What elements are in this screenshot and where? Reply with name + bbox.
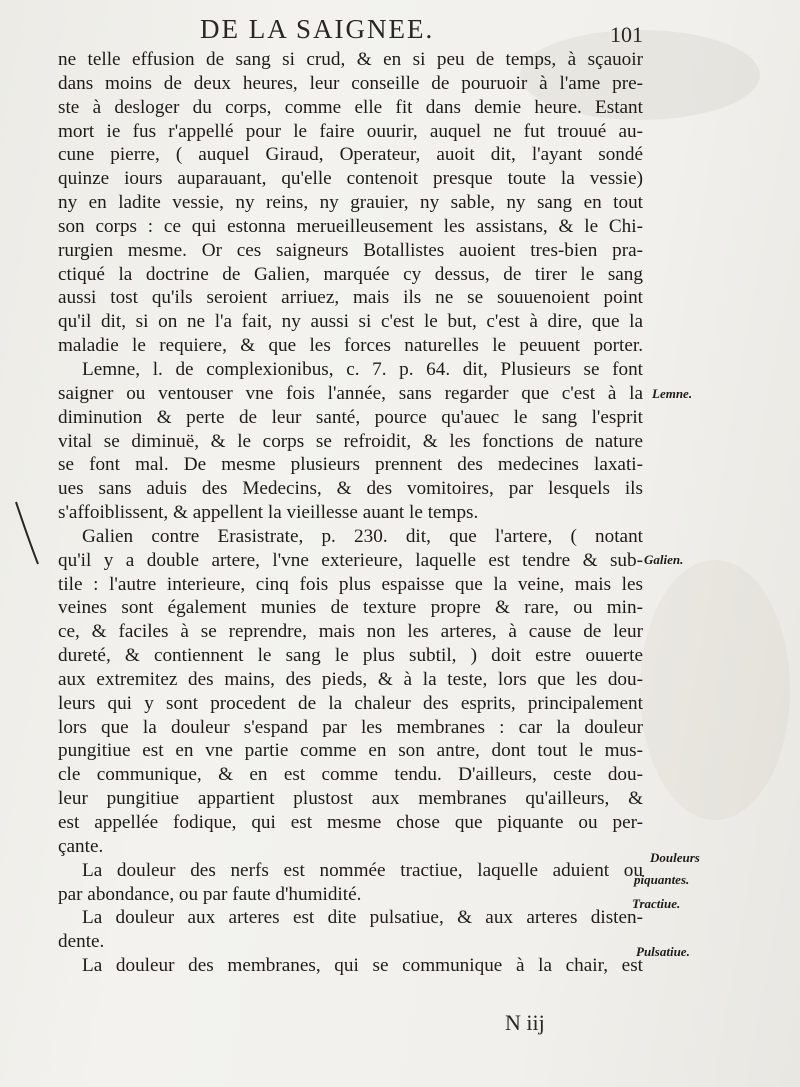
text-line: La douleur des membranes, qui se communique à la chair, est <box>82 955 643 977</box>
page-number: 101 <box>610 22 643 47</box>
text-line: quinze iours auparauant, qu'elle contenoit presque toute la vessie) <box>58 168 643 190</box>
text-line: son corps : ce qui estonna merueilleusement les assistans, & le Chi- <box>58 215 643 237</box>
text-line: maladie le requiere, & que les forces naturelles le peuuent porter. <box>58 335 643 357</box>
margin-note-tractiue: Tractiue. <box>632 896 681 911</box>
text-line: ste à desloger du corps, comme elle fit dans demie heure. Estant <box>58 96 643 118</box>
text-line: cune pierre, ( auquel Giraud, Operateur, auoit dit, l'ayant sondé <box>58 144 643 166</box>
margin-note-piquantes: piquantes. <box>634 872 690 887</box>
text-line: mort ie fus r'appellé pour le faire ouurir, auquel ne fut trouué au- <box>58 120 643 142</box>
text-line: aussi tost qu'ils seroient arriuez, mais ils ne se souuenoient point <box>58 287 643 309</box>
text-line: La douleur aux arteres est dite pulsatiue, & aux arteres disten- <box>82 907 643 929</box>
text-line: Galien contre Erasistrate, p. 230. dit, que l'artere, ( notant <box>82 525 643 547</box>
paper-stain <box>640 560 790 820</box>
text-line: saigner ou ventouser vne fois l'année, sans regarder que c'est à la <box>58 382 643 404</box>
text-line: leurs qui y sont procedent de la chaleur des esprits, principalement <box>58 692 643 714</box>
running-head: DE LA SAIGNEE. <box>200 14 435 44</box>
ink-margin-mark <box>10 500 50 570</box>
text-line: lors que la douleur s'espand par les membranes : car la douleur <box>58 716 643 738</box>
text-line: est appellée fodique, qui est mesme chose que piquante ou per- <box>58 812 643 833</box>
text-line: ny en ladite vessie, ny reins, ny grauier, ny sable, ny sang en tout <box>58 192 643 214</box>
text-line: ne telle effusion de sang si crud, & en si peu de temps, à sçauoir <box>58 49 643 70</box>
text-line: ctiqué la doctrine de Galien, marquée cy dessus, de tirer le sang <box>58 263 643 285</box>
text-line: veines sont également munies de texture propre & rare, ou min- <box>58 597 643 619</box>
text-line: Lemne, l. de complexionibus, c. 7. p. 64. dit, Plusieurs se font <box>82 358 643 380</box>
text-line: s'affoiblissent, & appellent la vieillesse auant le temps. <box>58 502 479 524</box>
text-line: par abondance, ou par faute d'humidité. <box>58 883 362 905</box>
signature-mark: N iij <box>505 1010 545 1035</box>
text-line: se font mal. De mesme plusieurs prennent des medecines laxati- <box>58 454 643 476</box>
text-line: çante. <box>58 835 104 857</box>
text-line: qu'il dit, si on ne l'a fait, ny aussi si c'est le but, c'est à dire, que la <box>58 311 643 333</box>
margin-note-galien: Galien. <box>644 552 684 567</box>
margin-note-pulsatiue: Pulsatiue. <box>636 944 690 959</box>
text-line: dureté, & contiennent le sang le plus subtil, ) doit estre ouuerte <box>58 645 643 667</box>
text-line: aux extremitez des mains, des pieds, & à la teste, lors que les dou- <box>58 668 643 690</box>
text-line: ce, & faciles à se reprendre, mais non les arteres, à cause de leur <box>58 621 643 643</box>
text-line: diminution & perte de leur santé, pource qu'auec le sang l'esprit <box>58 406 643 428</box>
text-line: dans moins de deux heures, leur conseille de pouruoir à l'ame pre- <box>58 72 643 94</box>
text-line: pungitiue est en vne partie comme en son antre, dont tout le mus- <box>58 740 643 762</box>
text-line: cle communique, & en est comme tendu. D'ailleurs, ceste dou- <box>58 764 643 786</box>
margin-note-lemne: Lemne. <box>652 386 693 401</box>
text-line: La douleur des nerfs est nommée tractiue, laquelle aduient ou <box>82 859 643 881</box>
text-line: vital se diminuë, & le corps se refroidit, & les fonctions de nature <box>58 430 643 452</box>
text-line: qu'il y a double artere, l'vne exterieure, laquelle est tendre & sub- <box>58 549 643 571</box>
text-line: leur pungitiue appartient plustost aux membranes qu'ailleurs, & <box>58 788 643 810</box>
text-line: rurgien mesme. Or ces saigneurs Botallistes auoient tres-bien pra- <box>58 239 643 261</box>
body-text <box>58 48 643 978</box>
text-line: ues sans aduis des Medecins, & des vomitoires, par lesquels ils <box>58 478 643 500</box>
text-line: tile : l'autre interieure, cinq fois plus espaisse que la veine, mais les <box>58 573 643 595</box>
margin-note-douleurs: Douleurs <box>650 850 700 865</box>
text-line: dente. <box>58 931 105 953</box>
